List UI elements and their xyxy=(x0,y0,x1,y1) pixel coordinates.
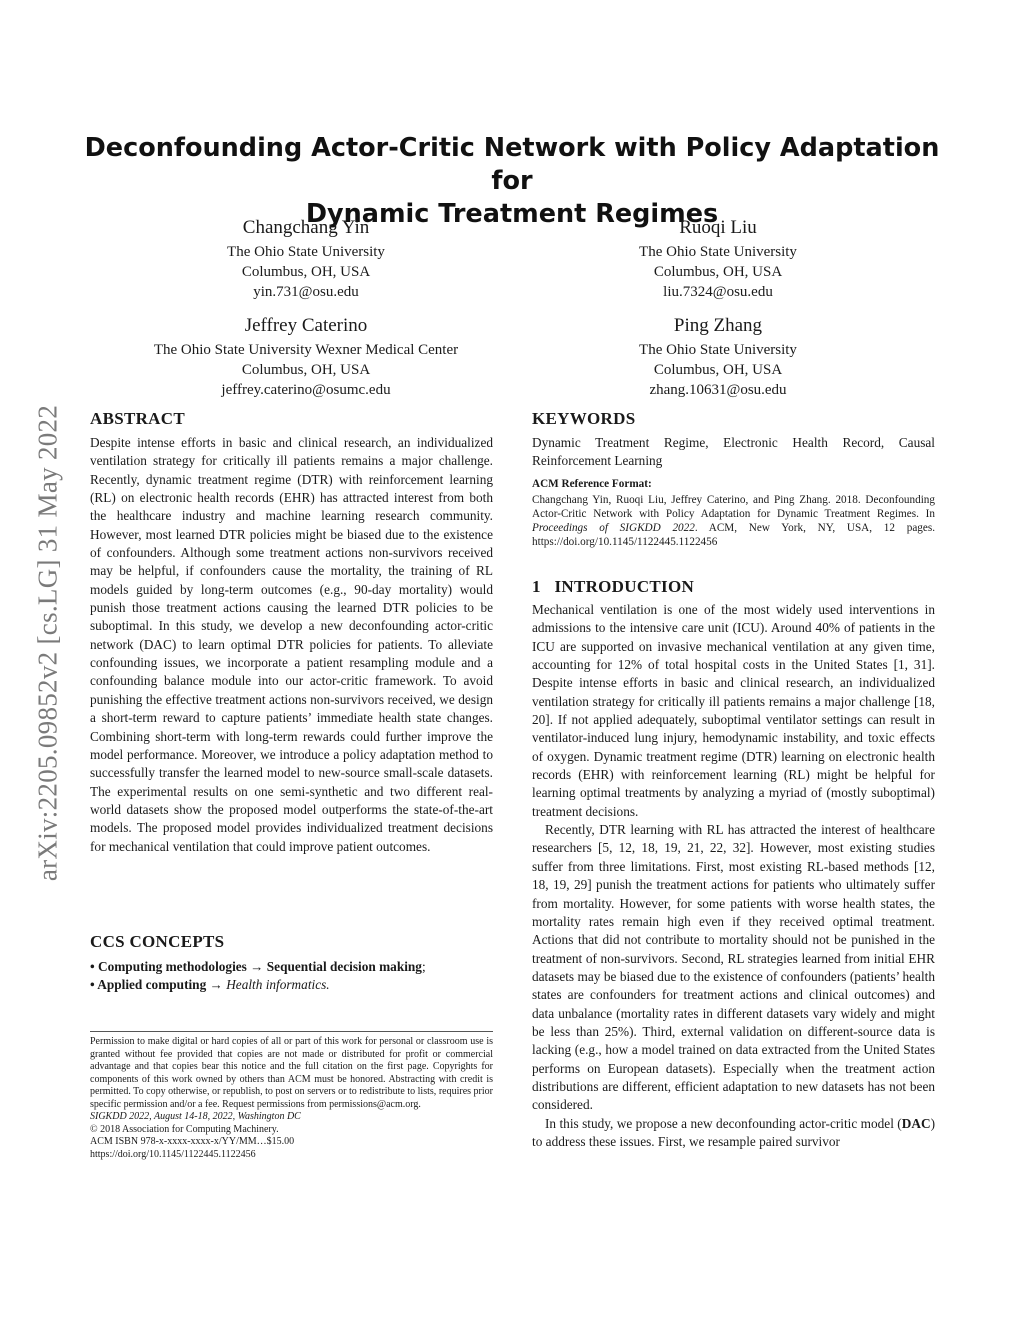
ccs-line-1 xyxy=(90,958,493,976)
isbn-text: ACM ISBN 978-x-xxxx-xxxx-x/YY/MM…$15.00 xyxy=(90,1136,295,1148)
ccs-computing-methodologies: • Computing methodologies → Sequential decision making xyxy=(90,959,422,974)
ccs-section xyxy=(90,931,493,995)
author-email: zhang.10631@osu.edu xyxy=(649,382,787,398)
intro-p3-start: In this study, we propose a new deconfounding actor-critic model ( xyxy=(545,1115,902,1131)
author-affiliation: The Ohio State University Wexner Medical Center xyxy=(153,342,459,358)
author-email: jeffrey.caterino@osumc.edu xyxy=(221,382,391,398)
ccs-heading: CCS CONCEPTS xyxy=(90,932,225,951)
author-name: Changchang Yin xyxy=(242,217,370,238)
author-location: Columbus, OH, USA xyxy=(241,264,371,280)
author-email: liu.7324@osu.edu xyxy=(663,284,773,300)
conference-name: SIGKDD 2022, August 14-18, 2022, Washington DC xyxy=(90,1111,301,1122)
acm-reference-label: ACM Reference Format: xyxy=(532,478,652,490)
intro-paragraph-2: Recently, DTR learning with RL has attracted the interest of healthcare researchers [5, 12, 18, 19, 21, 22, 32]. However, most existing studies suffer from three limitations. First, most existing RL-based methods [12, 18, 19, 29] punish the treatment actions for patients who ultimately suffer from mortality. However, for some patients with worse health states, the mortality rates remain high even if they received optimal treatment. Actions that did not contribute to mortality should not be punished in the treatment of non-survivors. Second, RL strategies learned from initial EHR datasets may be biased due to the existence of confounders (patients’ health states are confounders for treatment actions and clinical outcomes) and data unbalance (mortality rates in different datasets vary widely and might be less than 25%). Third, external validation on different-source data is lacking (e.g., how a model trained on data extracted from the United States performs on European datasets). Especially when the treatment action distributions are different, efficient adaptation to new datasets has not been considered. xyxy=(532,822,935,1113)
author-location: Columbus, OH, USA xyxy=(653,264,783,280)
acm-reference-heading xyxy=(532,477,935,491)
copyright-text: © 2018 Association for Computing Machinery. xyxy=(90,1123,279,1135)
intro-p3-end: ) to address these issues. First, we resample paired survivor xyxy=(532,1115,935,1149)
arxiv-identifier xyxy=(30,340,66,945)
intro-paragraph-3 xyxy=(532,1115,935,1152)
acm-ref-tail: . ACM, New York, NY, USA, 12 pages. https://doi.org/10.1145/1122445.1122456 xyxy=(532,522,935,548)
ccs-applied-computing: • Applied computing xyxy=(90,977,207,993)
permission-text: Permission to make digital or hard copies of all or part of this work for personal or classroom use is granted without fee provided that copies are not made or distributed for profit or commercial advantage and that copies bear this notice and the full citation on the first page. Copyrights for components of this work owned by others than ACM must be honored. Abstracting with credit is permitted. To copy otherwise, or republish, to post on servers or to redistribute to lists, requires prior specific permission and/or a fee. Request permissions from permissions@acm.org. xyxy=(90,1036,493,1110)
ccs-separator: ; xyxy=(421,959,426,974)
author-block-1 xyxy=(151,215,461,302)
keywords-text: Dynamic Treatment Regime, Electronic Health Record, Causal Reinforcement Learning xyxy=(532,435,935,469)
intro-paragraph-1: Mechanical ventilation is one of the most widely used interventions in admissions to the intensive care unit (ICU). Around 40% of patients in the ICU are supported on invasive mechanical ventilation at any given time, accounting for 12% of total hospital costs in the United States [1, 31]. Despite intense efforts in basic and clinical research, an individualized ventilation strategy for critically ill patients remains a major challenge [18, 20]. If not applied adequately, suboptimal ventilator settings can result in ventilator-induced lung injury, hemodynamic instability, and toxic effects of oxygen. Dynamic treatment regime (DTR) learning on electronic health records (EHR) with reinforcement learning (RL) might be helpful for learning optimal treatments by analyzing a myriad of (mostly suboptimal) treatment decisions. xyxy=(532,602,935,819)
abstract-section xyxy=(90,408,493,856)
author-email: yin.731@osu.edu xyxy=(253,284,359,300)
acm-reference-section xyxy=(532,477,935,549)
abstract-text: Despite intense efforts in basic and clinical research, an individualized ventilation strategy for critically ill patients remains a major challenge. Recently, dynamic treatment regime (DTR) with reinforcement learning (RL) on electronic health records (EHR) has attracted interest from both the healthcare industry and machine learning research community. However, most learned DTR policies might be biased due to the existence of confounders. Although some treatment actions non-survivors received may be helpful, if confounders cause the mortality, the training of RL models guided by long-term outcomes (e.g., 90-day mortality) would punish those treatment actions causing the learned DTR policies to be suboptimal. In this study, we develop a new deconfounding actor-critic network (DAC) to learn optimal DTR policies for patients. To alleviate confounding issues, we incorporate a patient resampling module and a confounding balance module into our actor-critic framework. To avoid punishing the effective treatment actions non-survivors received, we design a short-term reward to capture patients’ immediate health state changes. Combining short-term with long-term rewards could further improve the model performance. Moreover, we introduce a policy adaptation method to successfully transfer the learned model to new-source small-scale datasets. The experimental results on one semi-synthetic and two different real-world datasets show the proposed model outperforms the state-of-the-art models. The proposed model provides individualized treatment decisions for mechanical ventilation that could improve patient outcomes. xyxy=(90,435,493,854)
introduction-section xyxy=(532,576,935,1151)
author-affiliation: The Ohio State University xyxy=(639,244,797,260)
acm-reference-text xyxy=(532,493,935,549)
acm-ref-venue: Proceedings of SIGKDD 2022 xyxy=(532,522,695,534)
author-affiliation: The Ohio State University xyxy=(639,342,797,358)
author-block-3 xyxy=(111,313,501,400)
footnote-divider xyxy=(90,1031,493,1032)
arxiv-id-text: arXiv:2205.09852v2 [cs.LG] 31 May 2022 xyxy=(32,404,63,881)
author-location: Columbus, OH, USA xyxy=(653,362,783,378)
introduction-heading: 1 INTRODUCTION xyxy=(532,577,695,596)
doi-link[interactable]: https://doi.org/10.1145/1122445.1122456 xyxy=(90,1148,256,1160)
author-block-2 xyxy=(563,215,873,302)
acm-ref-authors: Changchang Yin, Ruoqi Liu, Jeffrey Caterino, and Ping Zhang. 2018. Deconfounding Actor-Critic Network with Policy Adaptation for Dynamic Treatment Regimes. In xyxy=(532,494,935,520)
permission-block xyxy=(90,1036,493,1161)
author-name: Jeffrey Caterino xyxy=(244,315,368,336)
author-location: Columbus, OH, USA xyxy=(241,362,371,378)
keywords-section xyxy=(532,408,935,471)
ccs-health-informatics: Health informatics. xyxy=(226,977,330,993)
ccs-line-2 xyxy=(90,976,493,994)
ccs-arrow: → xyxy=(206,977,227,993)
author-name: Ruoqi Liu xyxy=(679,217,757,238)
author-affiliation: The Ohio State University xyxy=(227,244,385,260)
title-line-2: Dynamic Treatment Regimes xyxy=(305,199,719,229)
author-block-4 xyxy=(563,313,873,400)
intro-dac-acronym: DAC xyxy=(901,1115,931,1131)
abstract-heading: ABSTRACT xyxy=(90,409,185,428)
keywords-heading: KEYWORDS xyxy=(532,409,636,428)
author-name: Ping Zhang xyxy=(673,315,763,336)
title-line-1: Deconfounding Actor-Critic Network with Policy Adaptation for xyxy=(84,133,940,196)
conference-info xyxy=(90,1111,493,1124)
